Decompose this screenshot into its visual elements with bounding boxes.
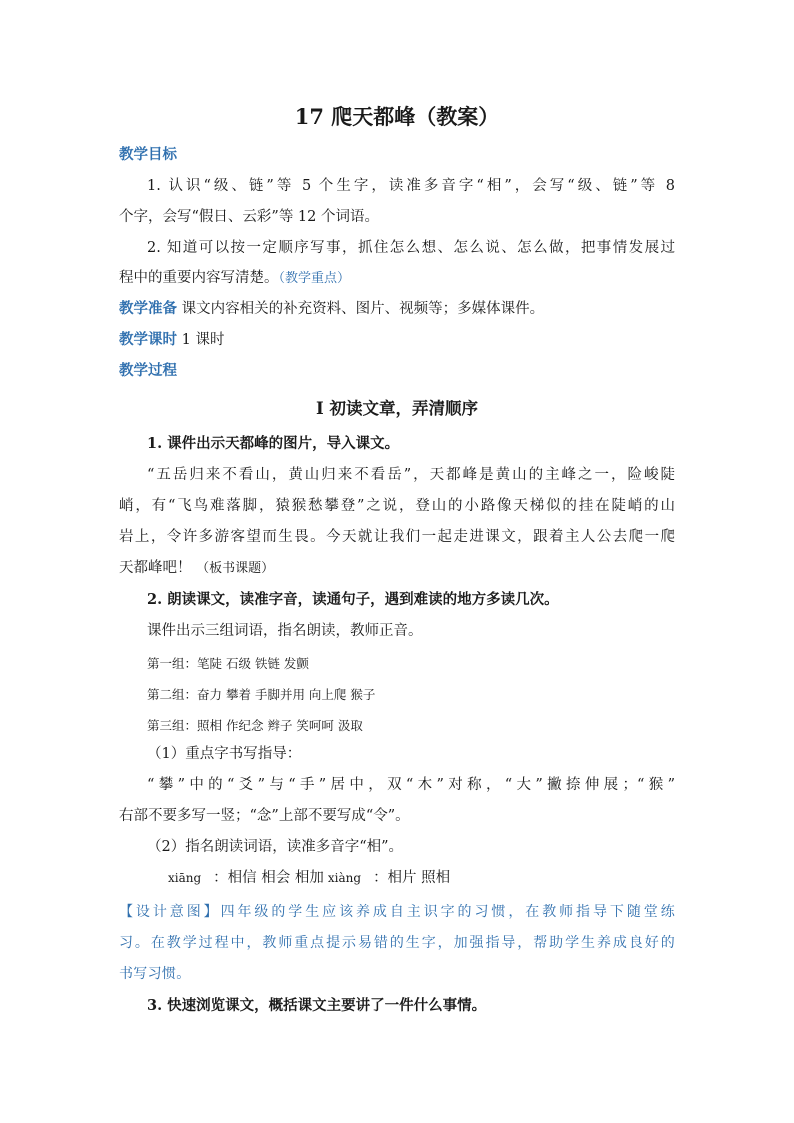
goal-2-line-2 [119, 268, 350, 289]
pinyin-words-1: ：相信 相会 相加 [213, 870, 324, 886]
hours-heading: 教学课时 [119, 331, 177, 348]
pinyin-words-2: ：相片 照相 [373, 870, 451, 886]
page-title: 17 爬天都峰（教案） [294, 104, 500, 129]
goal-2-note: （教学重点） [278, 271, 351, 286]
design-line-2: 习。在教学过程中，教师重点提示易错的生字，加强指导，帮助学生养成良好的 [119, 935, 675, 951]
step-2: 2. 朗读课文，读准字音，读通句子，遇到难读的地方多读几次。 [147, 591, 559, 608]
goal-2-text: 程中的重要内容写清楚。 [119, 270, 279, 286]
hours-row [119, 330, 224, 350]
intro-line-4-text: 天都峰吧！ [119, 560, 192, 576]
step-2-detail: 课件出示三组词语，指名朗读，教师正音。 [147, 623, 423, 639]
sub-step-2: （2）指名朗读词语，读准多音字“相”。 [147, 839, 404, 855]
hours-text: 1 课时 [181, 332, 225, 348]
design-line-1 [119, 902, 675, 922]
guide-line-1: “攀”中的“爻”与“手”居中，双“木”对称，“大”撇捺伸展；“猴” [147, 777, 675, 793]
goal-1-line-1: 1. 认识“级、链”等 5 个生字，读准多音字“相”，会写“级、链”等 8 [147, 178, 675, 194]
section-1-heading: Ⅰ 初读文章，弄清顺序 [316, 399, 478, 418]
goal-1-line-2: 个字，会写“假日、云彩”等 12 个词语。 [119, 209, 379, 225]
intro-line-2: 峭，有“飞鸟难落脚，猿猴愁攀登”之说，登山的小路像天梯似的挂在陡峭的山 [119, 498, 675, 514]
word-group-1: 第一组：笔陡 石级 铁链 发颤 [147, 656, 309, 671]
intro-line-3: 岩上，令许多游客望而生畏。今天就让我们一起走进课文，跟着主人公去爬一爬 [119, 529, 675, 545]
step-3: 3. 快速浏览课文，概括课文主要讲了一件什么事情。 [147, 997, 487, 1014]
goals-heading: 教学目标 [119, 146, 177, 163]
pinyin-xiang1: xiāng [168, 871, 202, 885]
design-line-3: 书写习惯。 [119, 966, 191, 982]
design-tag: 【设计意图】 [119, 904, 221, 920]
word-group-2: 第二组：奋力 攀着 手脚并用 向上爬 猴子 [147, 687, 376, 702]
step-1: 1. 课件出示天都峰的图片，导入课文。 [147, 435, 400, 452]
process-heading: 教学过程 [119, 362, 177, 379]
goal-2-line-1: 2. 知道可以按一定顺序写事，抓住怎么想、怎么说、怎么做，把事情发展过 [147, 240, 675, 256]
sub-step-1: （1）重点字书写指导： [147, 746, 302, 762]
guide-line-2: 右部不要多写一竖；“念”上部不要写成“令”。 [119, 808, 410, 824]
pinyin-row [168, 868, 450, 888]
prep-text: 课文内容相关的补充资料、图片、视频等；多媒体课件。 [181, 301, 545, 317]
intro-line-4-note: （板书课题） [196, 561, 275, 576]
prep-row [119, 299, 544, 319]
prep-heading: 教学准备 [119, 300, 177, 317]
word-group-3: 第三组：照相 作纪念 辫子 笑呵呵 汲取 [147, 718, 363, 733]
intro-line-4 [119, 558, 274, 579]
intro-line-1: “五岳归来不看山，黄山归来不看岳”，天都峰是黄山的主峰之一，险峻陡 [147, 467, 675, 483]
pinyin-xiang4: xiàng [327, 871, 362, 885]
design-line-1-text: 四年级的学生应该养成自主识字的习惯，在教师指导下随堂练 [220, 904, 675, 920]
